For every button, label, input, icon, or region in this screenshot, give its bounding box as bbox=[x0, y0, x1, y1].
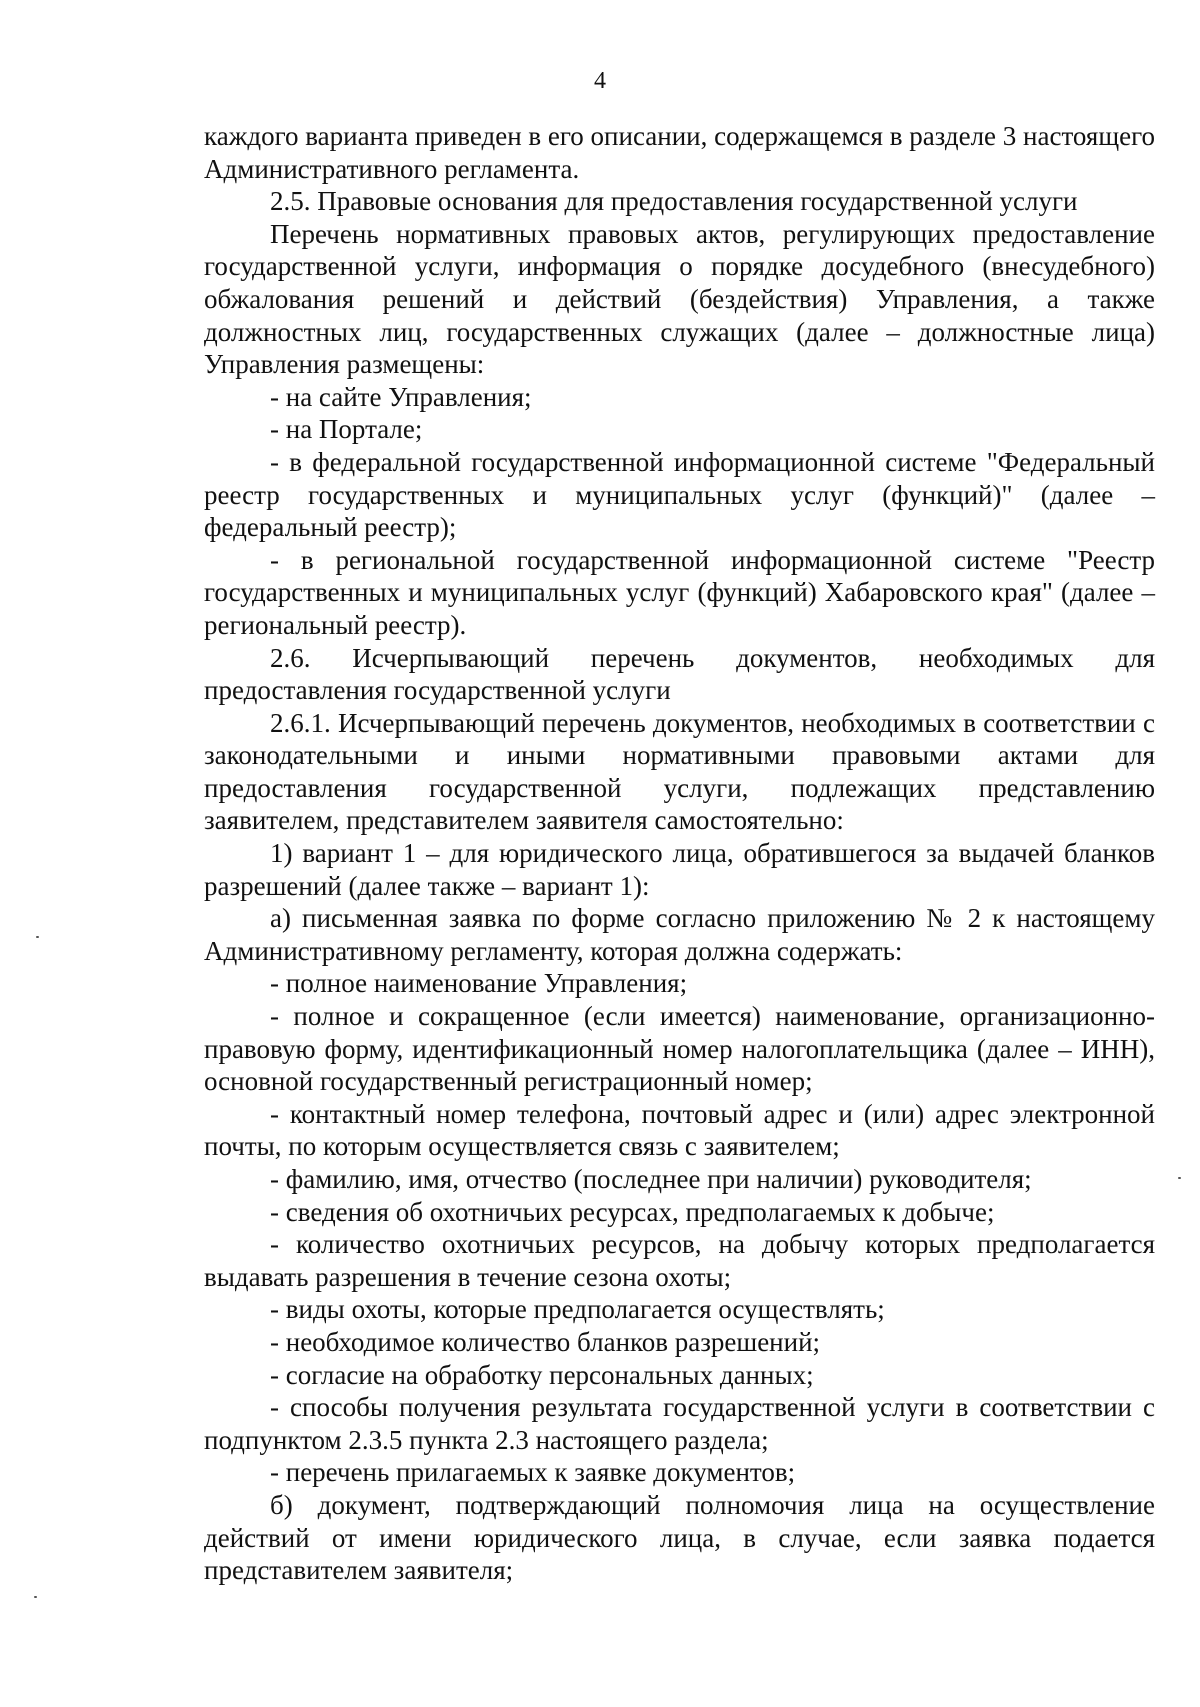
section-heading-2-6: 2.6. Исчерпывающий перечень документов, необходимых для предоставления государственной услуги bbox=[204, 642, 1155, 706]
sub-item-a: а) письменная заявка по форме согласно приложению № 2 к настоящему Административному регламенту, которая должна содержать: bbox=[204, 903, 1155, 966]
page-number: 4 bbox=[594, 68, 606, 94]
list-item: - сведения об охотничьих ресурсах, предполагаемых к добыче; bbox=[270, 1196, 995, 1227]
paragraph: каждого варианта приведен в его описании, содержащемся в разделе 3 настоящего Административного регламента. bbox=[204, 121, 1155, 184]
document-body bbox=[204, 120, 1155, 1587]
subsection-2-6-1: 2.6.1. Исчерпывающий перечень документов, необходимых в соответствии с законодательными и иными нормативными правовыми актами для предоставления государственной услуги, подлежащих представлению заявителем, представителем заявителя самостоятельно: bbox=[204, 707, 1155, 836]
list-item: - в федеральной государственной информационной системе "Федеральный реестр государственных и муниципальных услуг (функций)" (далее – федеральный реестр); bbox=[204, 446, 1155, 543]
list-item: - способы получения результата государственной услуги в соответствии с подпунктом 2.3.5 пункта 2.3 настоящего раздела; bbox=[204, 1392, 1155, 1455]
paragraph: Перечень нормативных правовых актов, регулирующих предоставление государственной услуги, информация о порядке досудебного (внесудебного) обжалования решений и действий (бездействия) Управления, а также должностных лиц, государственных служащих (далее – должностные лица) Управления размещены: bbox=[204, 218, 1155, 380]
list-item: - согласие на обработку персональных данных; bbox=[270, 1359, 814, 1390]
sub-item-b: б) документ, подтверждающий полномочия лица на осуществление действий от имени юридического лица, в случае, если заявка подается представителем заявителя; bbox=[204, 1489, 1155, 1586]
scan-speck bbox=[36, 936, 39, 938]
list-item: - полное наименование Управления; bbox=[270, 968, 688, 999]
list-item: - в региональной государственной информационной системе "Реестр государственных и муниципальных услуг (функций) Хабаровского края" (далее – региональный реестр). bbox=[204, 544, 1155, 640]
list-item: - контактный номер телефона, почтовый адрес и (или) адрес электронной почты, по которым осуществляется связь с заявителем; bbox=[204, 1098, 1155, 1162]
variant-item: 1) вариант 1 – для юридического лица, обратившегося за выдачей бланков разрешений (далее также – вариант 1): bbox=[204, 838, 1155, 901]
list-item: - на Портале; bbox=[270, 414, 423, 445]
list-item: - количество охотничьих ресурсов, на добычу которых предполагается выдавать разрешения в течение сезона охоты; bbox=[204, 1229, 1155, 1292]
list-item: - перечень прилагаемых к заявке документов; bbox=[270, 1457, 796, 1488]
list-item: - виды охоты, которые предполагается осуществлять; bbox=[270, 1294, 885, 1325]
list-item: - на сайте Управления; bbox=[270, 381, 532, 412]
scan-speck bbox=[34, 1596, 37, 1598]
list-item: - необходимое количество бланков разрешений; bbox=[270, 1326, 821, 1357]
scan-speck bbox=[1178, 1177, 1181, 1179]
section-heading-2-5: 2.5. Правовые основания для предоставления государственной услуги bbox=[270, 186, 1078, 217]
list-item: - полное и сокращенное (если имеется) наименование, организационно-правовую форму, идентификационный номер налогоплательщика (далее – ИНН), основной государственный регистрационный номер; bbox=[204, 1001, 1155, 1097]
list-item: - фамилию, имя, отчество (последнее при наличии) руководителя; bbox=[270, 1164, 1032, 1194]
